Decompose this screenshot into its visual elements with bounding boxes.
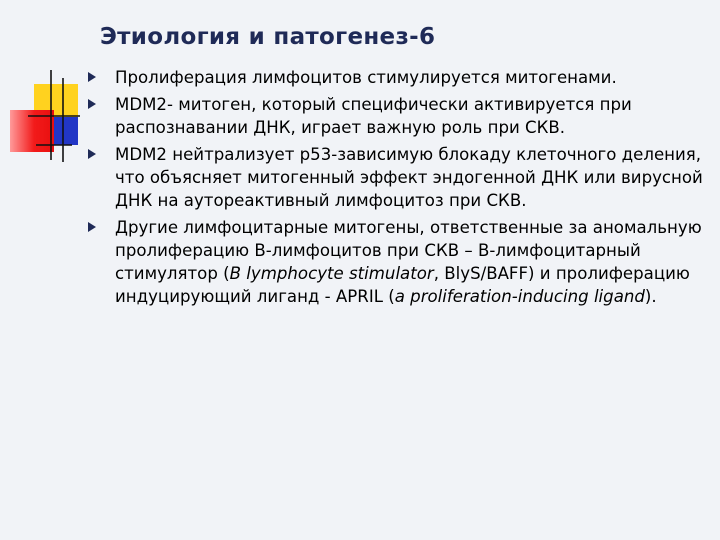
bullet-text-part: , BlyS/BAFF) и пролиферацию индуцирующий лиганд - APRIL ( <box>115 264 690 306</box>
bullet-list <box>88 66 710 312</box>
bullet-item <box>88 216 710 308</box>
bullet-item <box>88 93 710 139</box>
bullet-text: Пролиферация лимфоцитов стимулируется митогенами. <box>115 68 617 87</box>
bullet-arrow-icon <box>88 222 96 232</box>
blue-square <box>51 117 78 145</box>
bullet-text-part: Другие лимфоцитарные митогены, ответственные за аномальную пролиферацию В-лимфоцитов при СКВ – В-лимфоцитарный стимулятор ( <box>115 218 702 283</box>
slide-title: Этиология и патогенез-6 <box>100 24 436 50</box>
bullet-italic-term: a proliferation-inducing ligand <box>394 287 645 306</box>
bullet-italic-term: B lymphocyte stimulator <box>229 264 434 283</box>
bullet-text: MDM2- митоген, который специфически активируется при распознавании ДНК, играет важную роль при СКВ. <box>115 95 632 137</box>
bullet-item <box>88 143 710 212</box>
bullet-text: MDM2 нейтрализует р53-зависимую блокаду клеточного деления, что объясняет митогенный эффект эндогенной ДНК или вирусной ДНК на аутореактивный лимфоцитоз при СКВ. <box>115 145 703 210</box>
bullet-arrow-icon <box>88 72 96 82</box>
bullet-arrow-icon <box>88 149 96 159</box>
bullet-text-part: ). <box>644 287 657 306</box>
bullet-arrow-icon <box>88 99 96 109</box>
bullet-item <box>88 66 710 89</box>
decorative-squares-logo <box>0 0 90 170</box>
